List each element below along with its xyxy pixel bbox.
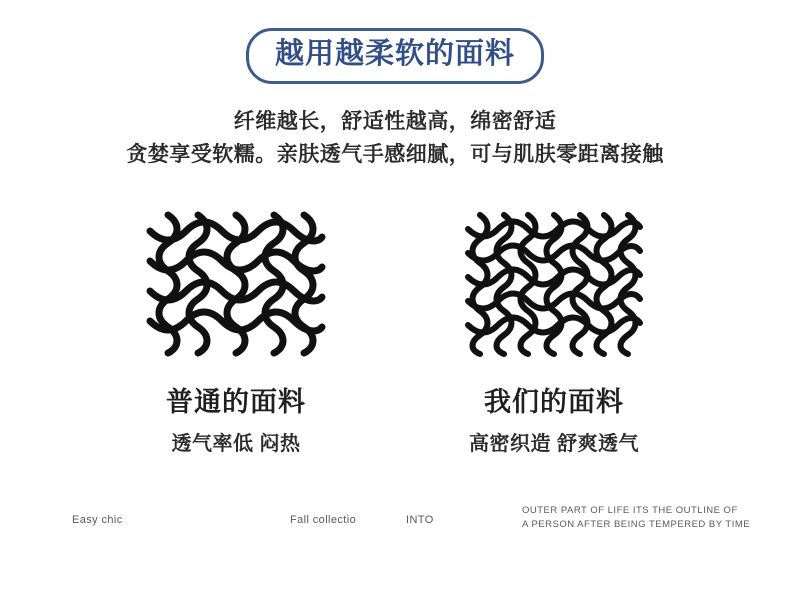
footer-tagline-line-1: OUTER PART OF LIFE ITS THE OUTLINE OF — [522, 505, 738, 516]
fabric-title-ordinary: 普通的面料 — [166, 387, 306, 417]
fabric-title-ours: 我们的面料 — [484, 387, 624, 417]
footer-text-into: INTO — [406, 514, 434, 526]
footer-text-fall-collection: Fall collectio — [290, 514, 357, 526]
fabric-subtitle-ordinary: 透气率低 闷热 — [171, 433, 301, 455]
fabric-comparison — [0, 208, 790, 456]
footer-text-easy-chic: Easy chic — [72, 514, 123, 526]
title-badge — [246, 28, 544, 84]
title-container — [0, 28, 790, 84]
loose-weave-fabric-icon — [111, 208, 361, 358]
subtitle-line-1: 纤维越长，舒适性越高，绵密舒适 — [233, 110, 557, 133]
page-title: 越用越柔软的面料 — [274, 38, 515, 70]
fabric-column-ordinary — [111, 208, 361, 456]
footer-tagline-line-2: A PERSON AFTER BEING TEMPERED BY TIME — [522, 519, 751, 531]
fabric-column-ours — [429, 208, 679, 456]
footer-tagline — [522, 504, 750, 533]
subtitle-line-2: 贪婪享受软糯。亲肤透气手感细腻，可与肌肤零距离接触 — [126, 142, 664, 166]
fabric-subtitle-ours: 高密织造 舒爽透气 — [468, 433, 640, 455]
footer — [0, 500, 790, 540]
subtitle-block — [0, 106, 790, 171]
dense-weave-fabric-icon — [429, 208, 679, 358]
